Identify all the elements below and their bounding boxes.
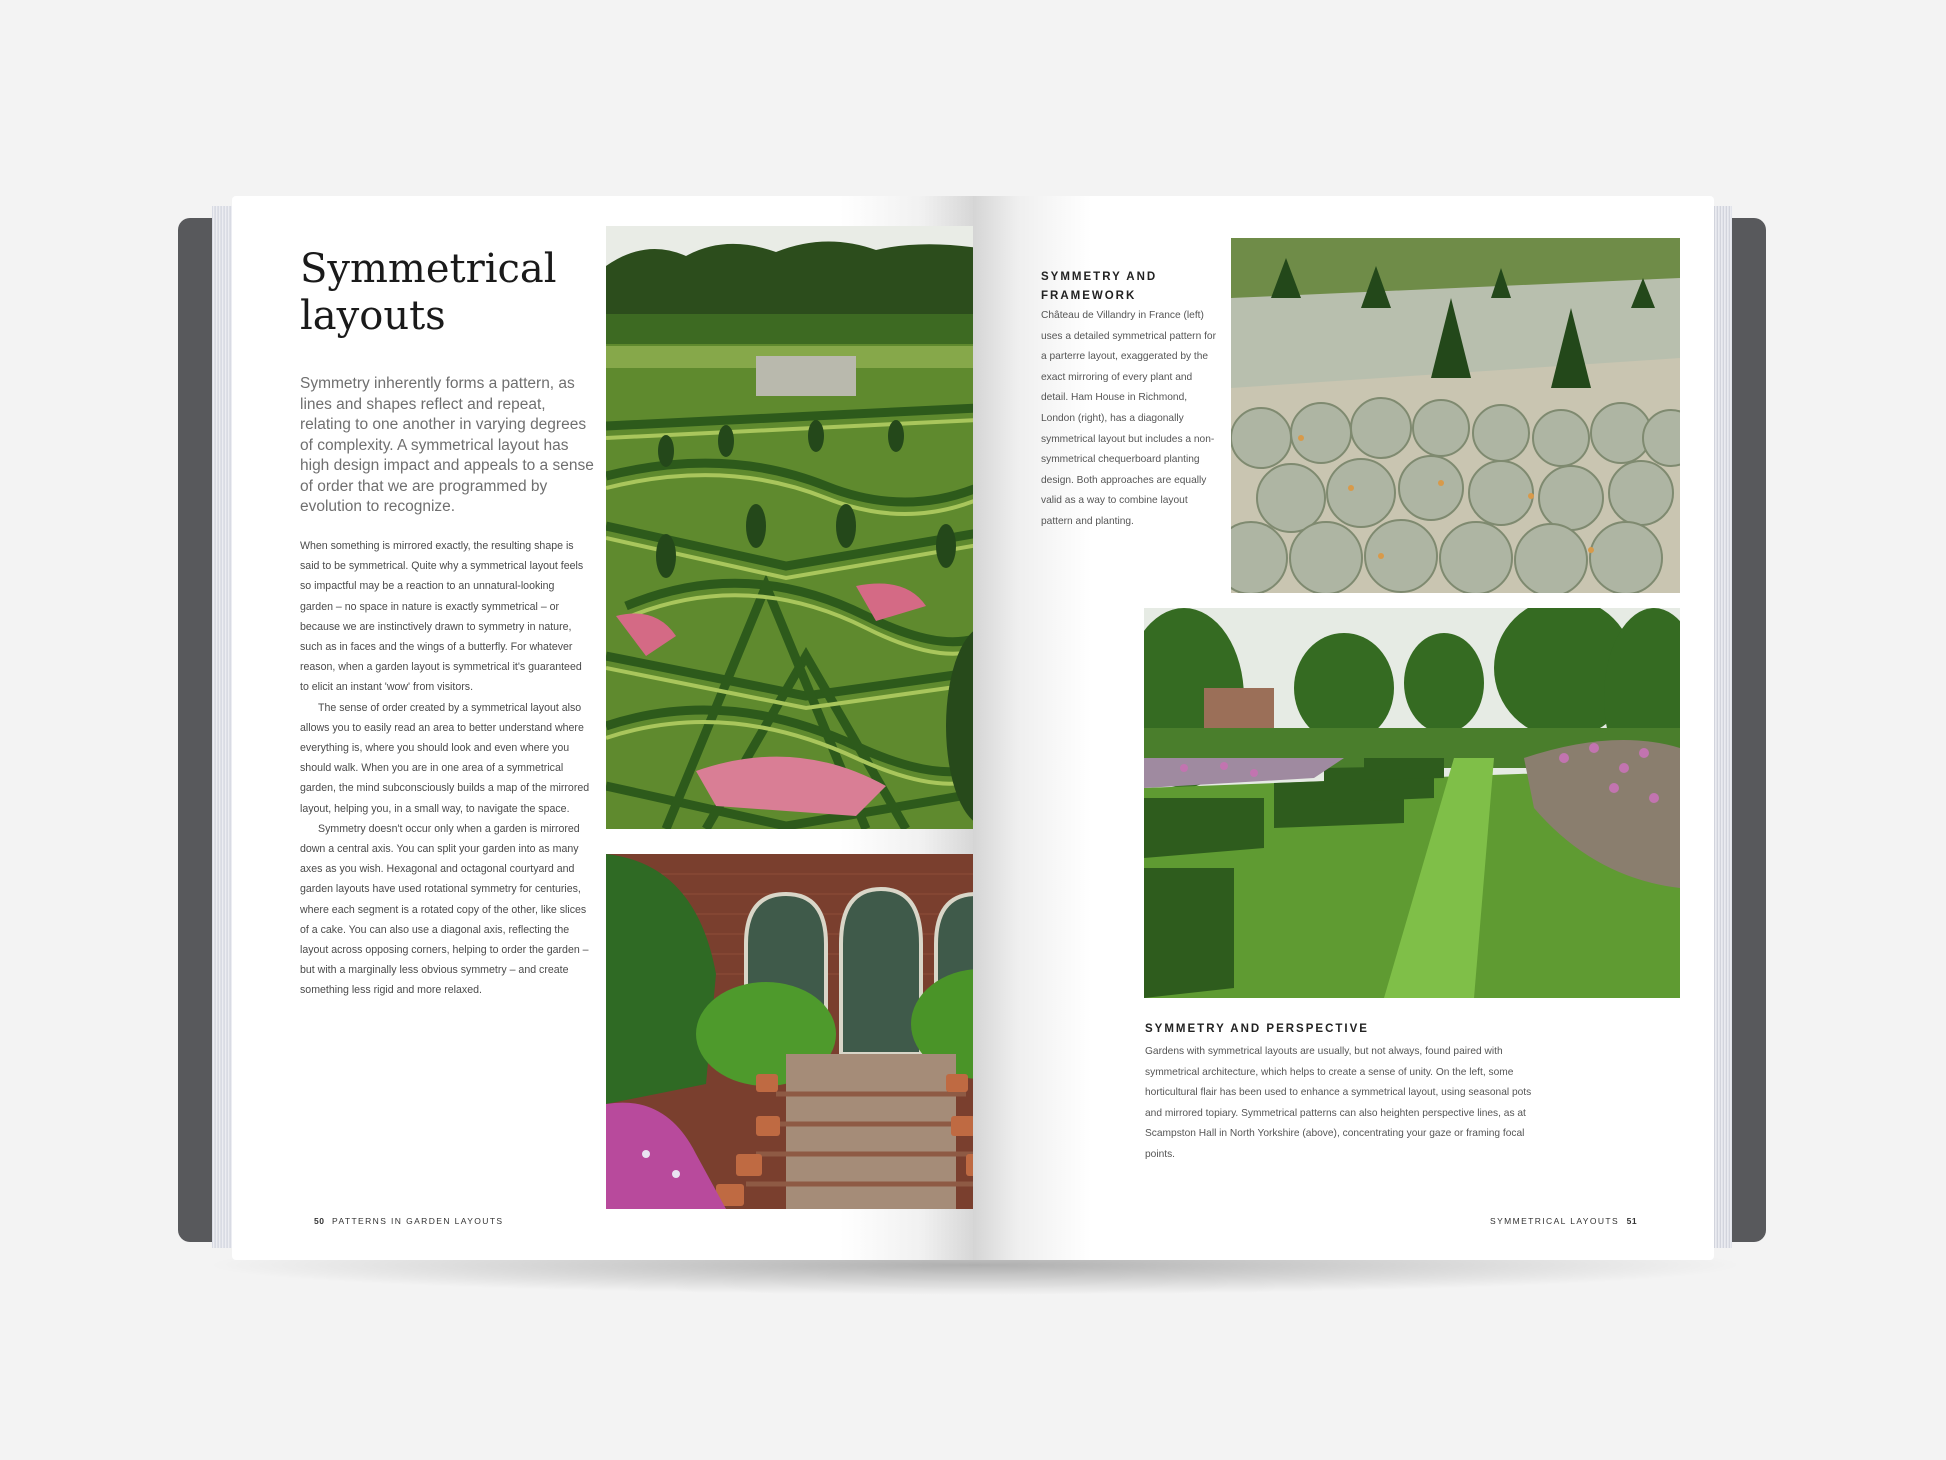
body-paragraph: The sense of order created by a symmetrical layout also allows you to easily read an area to better understand where everything is, where you should look and even where you should walk. When you are in one area of a symmetrical garden, the mind subconsciously builds a map of the mirrored layout, helping you, in a small way, to navigate the space.	[300, 701, 590, 815]
caption-heading-framework: SYMMETRY AND FRAMEWORK	[1041, 271, 1158, 302]
page-title: Symmetrical layouts	[300, 246, 557, 339]
right-page	[973, 196, 1714, 1260]
photo-scampston-hall	[1144, 608, 1680, 998]
body-paragraph: Symmetry doesn't occur only when a garden is mirrored down a central axis. You can split your garden into as many axes as you wish. Hexagonal and octagonal courtyard and garden layouts have used rotational symmetry for centuries, where each segment is a rotated copy of the other, like slices of a cake. You can also use a diagonal axis, reflecting the layout across opposing corners, helping to order the garden – but with a marginally less obvious symmetry – and create something less rigid and more relaxed.	[300, 822, 589, 997]
caption-framework: Château de Villandry in France (left) uses a detailed symmetrical pattern for a parterre layout, exaggerated by the exact mirroring of every plant and detail. Ham House in Richmond, London (right), has a diagonally symmetrical layout but includes a non-symmetrical chequerboard planting design. Both approaches are equally valid as a way to combine layout pattern and planting.	[1041, 310, 1216, 527]
caption-heading-perspective: SYMMETRY AND PERSPECTIVE	[1145, 1023, 1369, 1035]
page-number: 51	[1626, 1216, 1638, 1226]
body-paragraph: When something is mirrored exactly, the resulting shape is said to be symmetrical. Quite why a symmetrical layout feels so impactful may be a reaction to an unnatural-looking garden – no space in nature is exactly symmetrical – or because we are instinctively drawn to symmetry in nature, such as in faces and the wings of a butterfly. For whatever reason, when a garden layout is symmetrical it's guaranteed to elicit an instant 'wow' from visitors.	[300, 540, 584, 694]
body-text	[300, 536, 590, 1001]
photo-villandry-parterre	[606, 226, 973, 829]
photo-lavender-chequerboard	[1231, 238, 1680, 593]
intro-paragraph: Symmetry inherently forms a pattern, as lines and shapes reflect and repeat, relating to one another in varying degrees of complexity. A symmetrical layout has high design impact and appeals to a sense of order that we are programmed by evolution to recognize.	[300, 375, 594, 515]
folio-right	[1490, 1216, 1637, 1226]
running-head: PATTERNS IN GARDEN LAYOUTS	[332, 1216, 504, 1226]
photo-steps-topiary	[606, 854, 973, 1209]
page-number: 50	[314, 1216, 325, 1226]
folio-left	[314, 1216, 503, 1226]
running-head: SYMMETRICAL LAYOUTS	[1490, 1216, 1620, 1226]
left-page	[232, 196, 973, 1260]
caption-perspective: Gardens with symmetrical layouts are usually, but not always, found paired with symmetrical architecture, which helps to create a sense of unity. On the left, some horticultural flair has been used to enhance a symmetrical layout, using seasonal pots and mirrored topiary. Symmetrical patterns can also heighten perspective lines, as at Scampston Hall in North Yorkshire (above), concentrating your gaze or framing focal points.	[1145, 1046, 1532, 1160]
